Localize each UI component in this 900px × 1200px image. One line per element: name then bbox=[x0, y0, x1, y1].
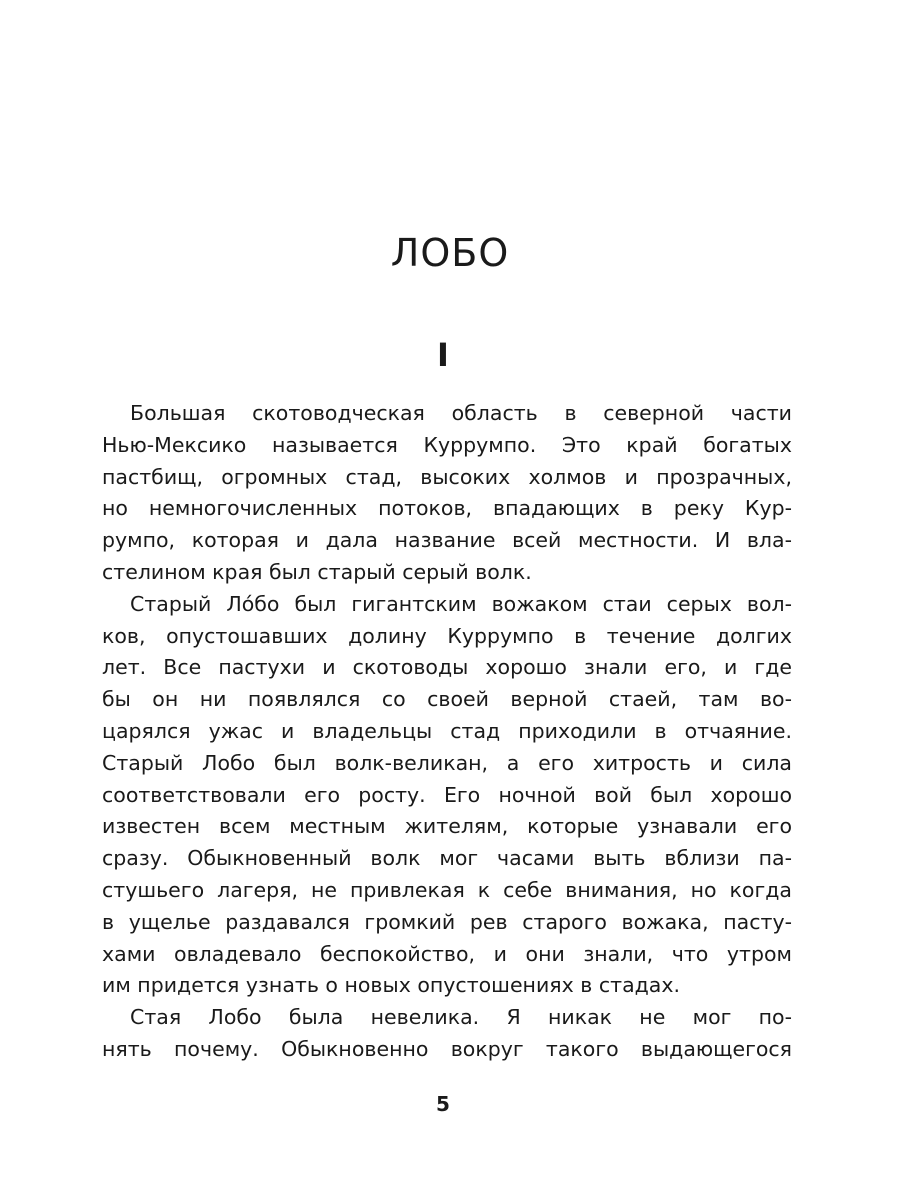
section-number: I bbox=[437, 336, 449, 374]
text-line: лет. Все пастухи и скотоводы хорошо знали его, и где bbox=[102, 655, 792, 680]
text-line: но немногочисленных потоков, впадающих в реку Кур- bbox=[102, 496, 792, 521]
text-line: Старый Ло́бо был гигантским вожаком стаи серых вол- bbox=[130, 591, 792, 616]
text-line: румпо, которая и дала название всей местности. И вла- bbox=[102, 528, 792, 553]
text-line: стушьего лагеря, не привлекая к себе внимания, но когда bbox=[102, 877, 792, 902]
text-line: Стая Лобо была невелика. Я никак не мог по- bbox=[130, 1005, 792, 1030]
body-text bbox=[102, 398, 792, 1066]
text-line: нять почему. Обыкновенно вокруг такого выдающегося bbox=[102, 1036, 792, 1061]
text-line: стелином края был старый серый волк. bbox=[102, 559, 532, 584]
text-line: хами овладевало беспокойство, и они знали, что утром bbox=[102, 941, 792, 966]
text-line: царялся ужас и владельцы стад приходили в отчаяние. bbox=[102, 718, 792, 743]
text-line: сразу. Обыкновенный волк мог часами выть вблизи па- bbox=[102, 846, 792, 871]
text-line: Нью-Мексико называется Куррумпо. Это край богатых bbox=[102, 432, 792, 457]
text-line: Большая скотоводческая область в северной части bbox=[130, 401, 792, 425]
text-line: соответствовали его росту. Его ночной вой был хорошо bbox=[102, 782, 792, 807]
text-line: ков, опустошавших долину Куррумпо в течение долгих bbox=[102, 623, 792, 648]
text-line: Старый Лобо был волк-великан, а его хитрость и сила bbox=[102, 750, 792, 775]
text-line: бы он ни появлялся со своей верной стаей, там во- bbox=[102, 687, 792, 712]
page-number: 5 bbox=[436, 1092, 450, 1116]
chapter-title: ЛОБО bbox=[390, 231, 510, 275]
text-line: им придется узнать о новых опустошениях в стадах. bbox=[102, 973, 681, 998]
text-line: известен всем местным жителям, которые узнавали его bbox=[102, 814, 792, 839]
text-line: пастбищ, огромных стад, высоких холмов и прозрачных, bbox=[102, 464, 792, 489]
text-line: в ущелье раздавался громкий рев старого вожака, пасту- bbox=[102, 909, 792, 934]
